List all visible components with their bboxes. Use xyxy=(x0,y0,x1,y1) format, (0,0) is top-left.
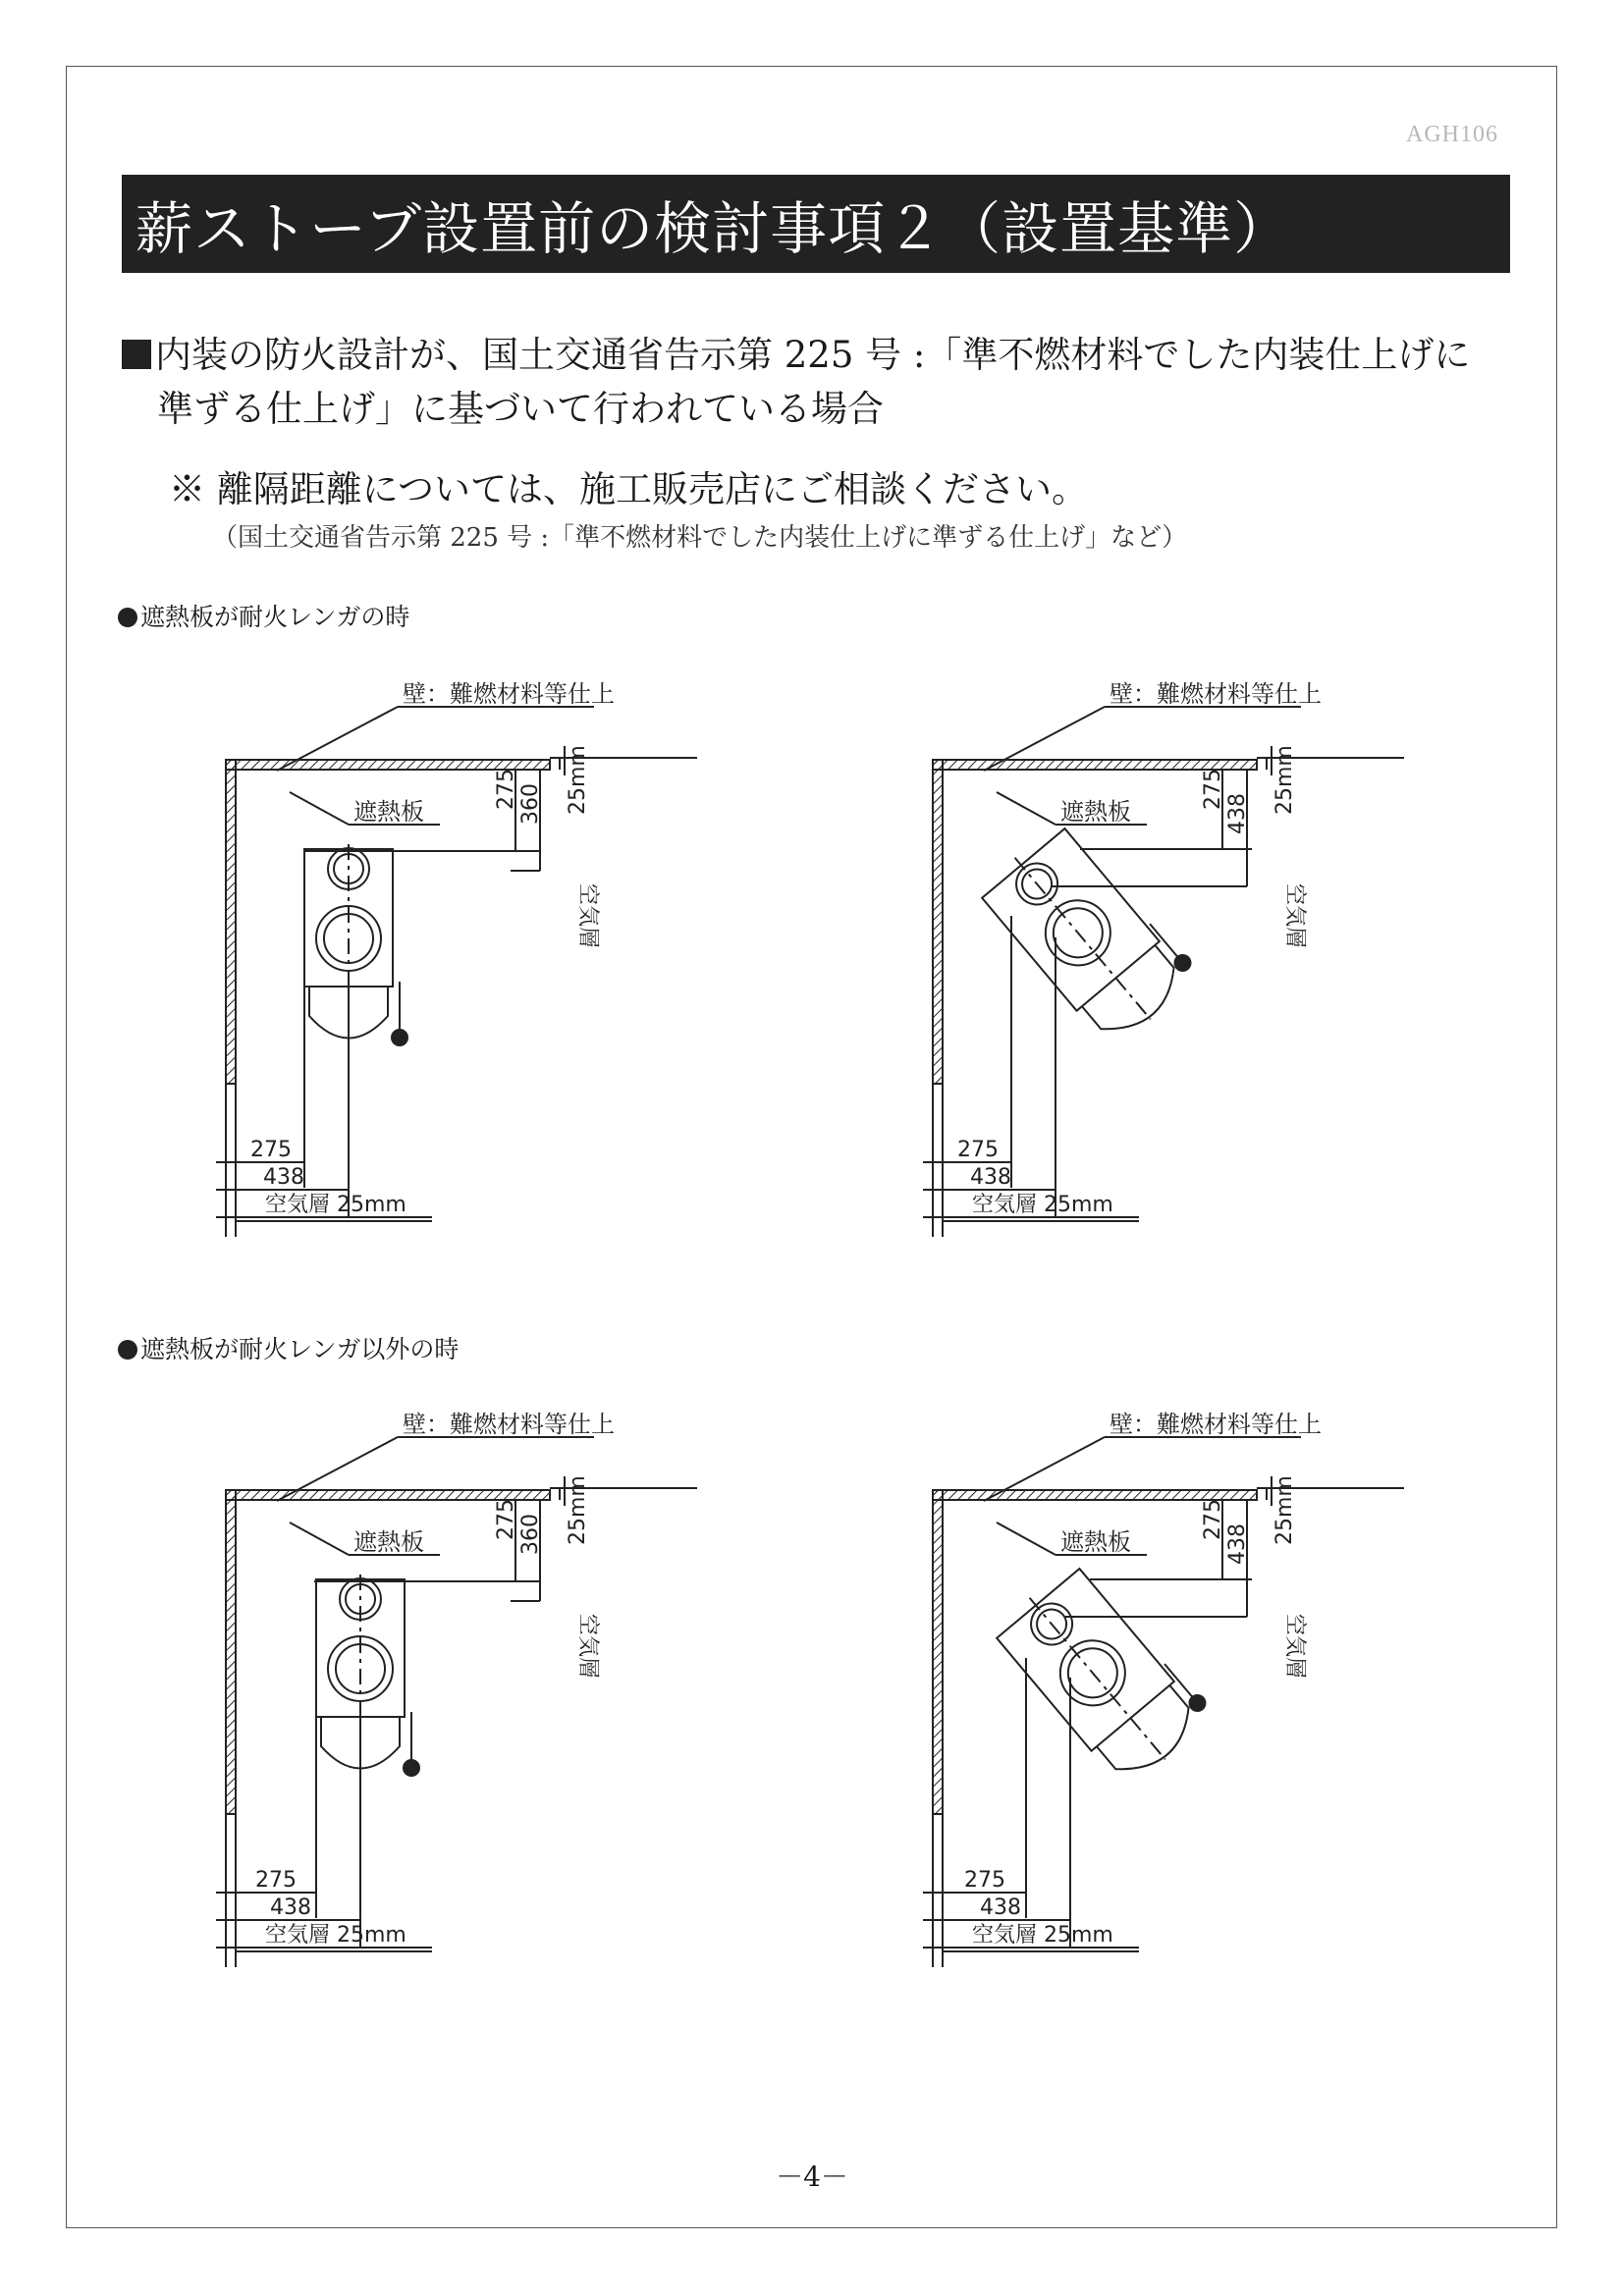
shield-label: 遮熱板 xyxy=(1060,798,1131,826)
wall-left-hatch xyxy=(226,1490,236,1814)
condition-paragraph xyxy=(122,328,1516,436)
stove-body xyxy=(982,828,1160,1011)
wall-left-hatch xyxy=(933,1490,943,1814)
dim-left-438: 438 xyxy=(970,1165,1011,1190)
bottom-air-layer: 空気層 25mm xyxy=(265,1923,406,1948)
dim-left-275: 275 xyxy=(964,1868,1005,1893)
page-title xyxy=(122,175,1510,273)
shield-label: 遮熱板 xyxy=(353,798,424,826)
dim-air-25mm: 25mm xyxy=(566,1475,590,1545)
wall-top-hatch xyxy=(226,760,550,770)
wall-label: 壁：難燃材料等仕上 xyxy=(403,1411,615,1438)
shield-label: 遮熱板 xyxy=(1060,1528,1131,1556)
wall-top-hatch xyxy=(933,760,1257,770)
page-title-text: 薪ストーブ設置前の検討事項２（設置基準） xyxy=(135,195,1292,262)
dim-flue-438: 438 xyxy=(1225,793,1250,834)
wall-left-hatch xyxy=(226,760,236,1084)
clearance-diagram-straight-other xyxy=(196,1411,746,1967)
air-layer-label: 空気層 xyxy=(575,883,600,949)
section-label-other: 遮熱板が耐火レンガ以外の時 xyxy=(118,1330,459,1365)
dim-left-275: 275 xyxy=(957,1138,999,1162)
bullet-dot-icon xyxy=(118,1340,137,1360)
consult-note: ※ 離隔距離については、施工販売店にご相談ください。 xyxy=(169,468,1089,510)
bottom-air-layer: 空気層 25mm xyxy=(265,1193,406,1217)
clearance-diagram-angled-brick xyxy=(903,680,1453,1237)
condition-line-2: 準ずる仕上げ」に基づいて行われている場合 xyxy=(157,388,884,430)
clearance-diagram-straight-brick xyxy=(196,680,746,1237)
section-label-brick: 遮熱板が耐火レンガの時 xyxy=(118,598,409,633)
stove-body xyxy=(997,1569,1174,1751)
dim-left-275: 275 xyxy=(250,1138,292,1162)
consult-subnote: （国土交通省告示第 225 号 :「準不燃材料でした内装仕上げに準ずる仕上げ」など） xyxy=(212,523,1188,553)
wall-top-hatch xyxy=(933,1490,1257,1500)
dim-shield-275: 275 xyxy=(494,769,518,810)
dim-air-25mm: 25mm xyxy=(566,745,590,815)
bottom-air-layer: 空気層 25mm xyxy=(972,1193,1113,1217)
dim-air-25mm: 25mm xyxy=(1272,1475,1297,1545)
wall-left-hatch xyxy=(933,760,943,1084)
air-layer-label: 空気層 xyxy=(575,1614,600,1680)
wall-label: 壁：難燃材料等仕上 xyxy=(403,680,615,708)
stove-door xyxy=(1082,945,1188,1046)
air-layer-label: 空気層 xyxy=(1282,883,1307,949)
bottom-air-layer: 空気層 25mm xyxy=(972,1923,1113,1948)
document-code: AGH106 xyxy=(1406,122,1498,147)
air-layer-label: 空気層 xyxy=(1282,1614,1307,1680)
dim-flue-360: 360 xyxy=(518,1514,543,1555)
clearance-diagram-angled-other xyxy=(903,1411,1453,1967)
dim-flue-438: 438 xyxy=(1225,1523,1250,1565)
wall-top-hatch xyxy=(226,1490,550,1500)
condition-line-1: 内装の防火設計が、国土交通省告示第 225 号 :「準不燃材料でした内装仕上げに xyxy=(122,328,1516,382)
dim-left-275: 275 xyxy=(255,1868,297,1893)
shield-label: 遮熱板 xyxy=(353,1528,424,1556)
wall-label: 壁：難燃材料等仕上 xyxy=(1110,1411,1322,1438)
dim-shield-275: 275 xyxy=(494,1499,518,1540)
dim-left-438: 438 xyxy=(980,1896,1021,1920)
stove-door xyxy=(1097,1685,1203,1787)
dim-left-438: 438 xyxy=(263,1165,304,1190)
wall-label: 壁：難燃材料等仕上 xyxy=(1110,680,1322,708)
dim-shield-275: 275 xyxy=(1201,1499,1225,1540)
square-bullet-icon xyxy=(122,340,151,369)
dim-left-438: 438 xyxy=(270,1896,311,1920)
bullet-dot-icon xyxy=(118,608,137,627)
dim-flue-360: 360 xyxy=(518,783,543,825)
page-number: －4－ xyxy=(776,2161,848,2193)
dim-shield-275: 275 xyxy=(1201,769,1225,810)
dim-air-25mm: 25mm xyxy=(1272,745,1297,815)
